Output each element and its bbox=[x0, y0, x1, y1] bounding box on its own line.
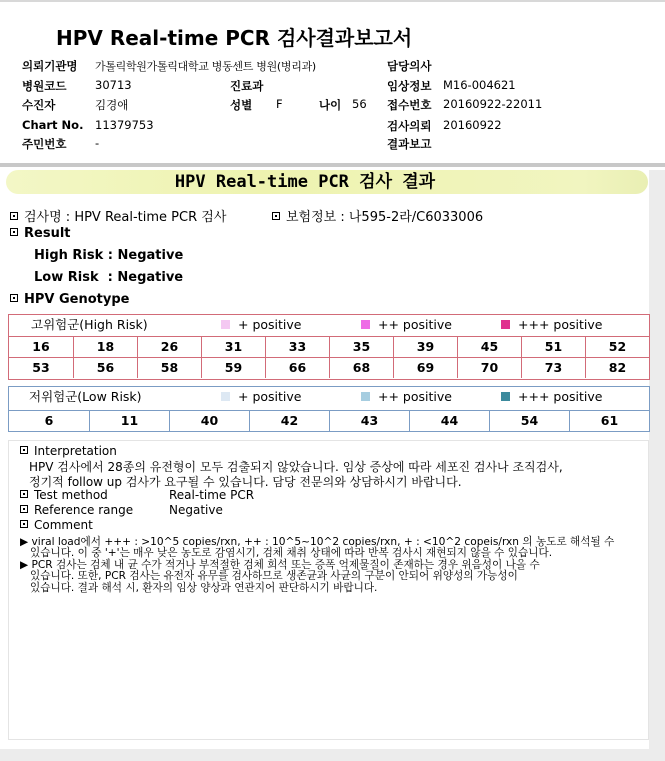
requesting-institution-value: 가톨릭학원가톨릭대학교 병동센트 병원(병리과) bbox=[95, 60, 316, 73]
legend-swatch bbox=[501, 392, 510, 401]
insurance-info: 보험정보 : 나595-2라/C6033006 bbox=[286, 210, 484, 225]
high-risk-legend-1: + positive bbox=[221, 315, 301, 335]
genotype-cell: 56 bbox=[73, 357, 137, 378]
resident-no-value: - bbox=[95, 136, 100, 150]
result-heading: Result bbox=[24, 226, 71, 241]
comment-2-line-1: ▶ PCR 검사는 검체 내 균 수가 적거나 부적절한 검체 희석 또는 증폭 억제물질이 존재하는 경우 위음성이 나올 수 bbox=[20, 559, 540, 571]
requesting-institution-label: 의뢰기관명 bbox=[22, 59, 78, 73]
reference-range-value: Negative bbox=[169, 503, 223, 517]
genotype-cell: 82 bbox=[585, 357, 649, 378]
genotype-cell: 44 bbox=[409, 410, 489, 432]
test-method-row bbox=[20, 488, 108, 502]
genotype-cell: 52 bbox=[585, 336, 649, 357]
right-margin bbox=[649, 170, 665, 761]
bullet-square-icon bbox=[20, 446, 28, 454]
genotype-cell: 51 bbox=[521, 336, 585, 357]
genotype-heading-row bbox=[10, 292, 129, 307]
genotype-cell: 6 bbox=[44, 413, 54, 428]
low-risk-legend-3: +++ positive bbox=[501, 387, 602, 407]
receipt-no-label: 접수번호 bbox=[387, 98, 432, 112]
genotype-cell: 53 bbox=[32, 360, 50, 375]
genotype-cell: 69 bbox=[393, 357, 457, 378]
comment-heading: Comment bbox=[34, 518, 93, 532]
clinical-info-value: M16-004621 bbox=[443, 78, 516, 92]
genotype-cell: 26 bbox=[137, 336, 201, 357]
clinical-info-label: 임상정보 bbox=[387, 79, 432, 93]
interpretation-heading-row bbox=[20, 444, 117, 458]
high-risk-result: High Risk : Negative bbox=[34, 248, 184, 263]
genotype-cell: 40 bbox=[169, 410, 249, 432]
result-heading-row bbox=[10, 226, 71, 241]
genotype-cell: 68 bbox=[329, 357, 393, 378]
genotype-cell: 66 bbox=[265, 357, 329, 378]
genotype-cell: 39 bbox=[393, 336, 457, 357]
resident-no-label: 주민번호 bbox=[22, 137, 67, 151]
low-risk-legend-1: + positive bbox=[221, 387, 301, 407]
insurance-row bbox=[272, 206, 483, 225]
genotype-cell: 73 bbox=[521, 357, 585, 378]
high-risk-legend-3: +++ positive bbox=[501, 315, 602, 335]
genotype-cell: 16 bbox=[32, 339, 50, 354]
test-method-label: Test method bbox=[34, 488, 108, 502]
low-risk-legend-2: ++ positive bbox=[361, 387, 452, 407]
age-value: 56 bbox=[352, 97, 367, 111]
comment-1-line-2: 있습니다. 이 중 '+'는 매우 낮은 농도로 감염시기, 검체 채취 상태에 따라 반복 검사시 재현되지 않을 수 있습니다. bbox=[30, 547, 553, 559]
result-report-label: 결과보고 bbox=[387, 137, 432, 151]
legend-swatch bbox=[221, 320, 230, 329]
hospital-code-label: 병원코드 bbox=[22, 79, 67, 93]
reference-range-label: Reference range bbox=[34, 503, 134, 517]
chart-no-label: Chart No. bbox=[22, 118, 84, 132]
section-divider bbox=[0, 163, 665, 167]
genotype-cell: 61 bbox=[569, 410, 649, 432]
interpretation-line-2: 정기적 follow up 검사가 요구될 수 있습니다. 담당 전문의와 상담하시기 바랍니다. bbox=[29, 475, 462, 489]
patient-value: 김경애 bbox=[95, 98, 129, 112]
legend-swatch bbox=[221, 392, 230, 401]
genotype-heading: HPV Genotype bbox=[24, 292, 130, 307]
test-name-row bbox=[10, 206, 226, 225]
test-request-value: 20160922 bbox=[443, 118, 502, 132]
genotype-cell: 35 bbox=[329, 336, 393, 357]
bullet-square-icon bbox=[20, 490, 28, 498]
low-risk-result: Low Risk : Negative bbox=[34, 270, 184, 285]
bullet-square-icon bbox=[20, 505, 28, 513]
hospital-code-value: 30713 bbox=[95, 78, 132, 92]
legend-swatch bbox=[361, 392, 370, 401]
genotype-cell: 54 bbox=[489, 410, 569, 432]
legend-swatch bbox=[361, 320, 370, 329]
genotype-cell: 33 bbox=[265, 336, 329, 357]
genotype-cell: 31 bbox=[201, 336, 265, 357]
genotype-cell: 11 bbox=[89, 410, 169, 432]
genotype-cell: 45 bbox=[457, 336, 521, 357]
genotype-cell: 42 bbox=[249, 410, 329, 432]
genotype-cell: 18 bbox=[73, 336, 137, 357]
sex-label: 성별 bbox=[230, 98, 253, 112]
bullet-square-icon bbox=[272, 212, 280, 220]
top-border bbox=[0, 0, 665, 2]
age-label: 나이 bbox=[319, 98, 342, 112]
high-risk-genotype-table bbox=[8, 314, 650, 380]
bullet-square-icon bbox=[10, 228, 18, 236]
banner-title: HPV Real-time PCR 검사 결과 bbox=[174, 172, 436, 192]
bullet-square-icon bbox=[20, 520, 28, 528]
interpretation-heading: Interpretation bbox=[34, 444, 117, 458]
comment-heading-row bbox=[20, 518, 93, 532]
comment-2-line-3: 있습니다. 결과 해석 시, 환자의 임상 양상과 연관지어 판단하시기 바랍니다. bbox=[30, 582, 378, 594]
interpretation-line-1: HPV 검사에서 28종의 유전형이 모두 검출되지 않았습니다. 임상 증상에 따라 세포진 검사나 조직검사, bbox=[29, 460, 563, 474]
genotype-cell: 70 bbox=[457, 357, 521, 378]
comment-1-line-1: ▶ viral load에서 +++ : >10^5 copies/rxn, ++ : 10^5~10^2 copies/rxn, + : <10^2 copeis/rxn 의 농도로 해석될 수 bbox=[20, 536, 615, 548]
bottom-margin bbox=[0, 749, 665, 761]
test-name: 검사명 : HPV Real-time PCR 검사 bbox=[24, 210, 227, 225]
reference-range-row bbox=[20, 503, 133, 517]
bullet-square-icon bbox=[10, 212, 18, 220]
patient-label: 수진자 bbox=[22, 98, 56, 112]
high-risk-title: 고위험군(High Risk) bbox=[31, 317, 148, 332]
low-risk-genotype-table bbox=[8, 386, 650, 432]
report-title: HPV Real-time PCR 검사결과보고서 bbox=[56, 26, 413, 50]
low-risk-title: 저위험군(Low Risk) bbox=[29, 389, 142, 404]
genotype-cell: 58 bbox=[137, 357, 201, 378]
genotype-cell: 43 bbox=[329, 410, 409, 432]
sex-value: F bbox=[276, 97, 283, 111]
chart-no-value: 11379753 bbox=[95, 118, 154, 132]
test-method-value: Real-time PCR bbox=[169, 488, 255, 502]
legend-swatch bbox=[501, 320, 510, 329]
test-request-label: 검사의뢰 bbox=[387, 119, 432, 133]
bullet-square-icon bbox=[10, 294, 18, 302]
comment-2-line-2: 있습니다. 또한, PCR 검사는 유전자 유무를 검사하므로 생존균과 사균의 구분이 안되어 위양성의 가능성이 bbox=[30, 570, 518, 582]
genotype-cell: 59 bbox=[201, 357, 265, 378]
receipt-no-value: 20160922-22011 bbox=[443, 97, 543, 111]
high-risk-legend-2: ++ positive bbox=[361, 315, 452, 335]
attending-doctor-label: 담당의사 bbox=[387, 59, 432, 73]
department-label: 진료과 bbox=[230, 79, 264, 93]
